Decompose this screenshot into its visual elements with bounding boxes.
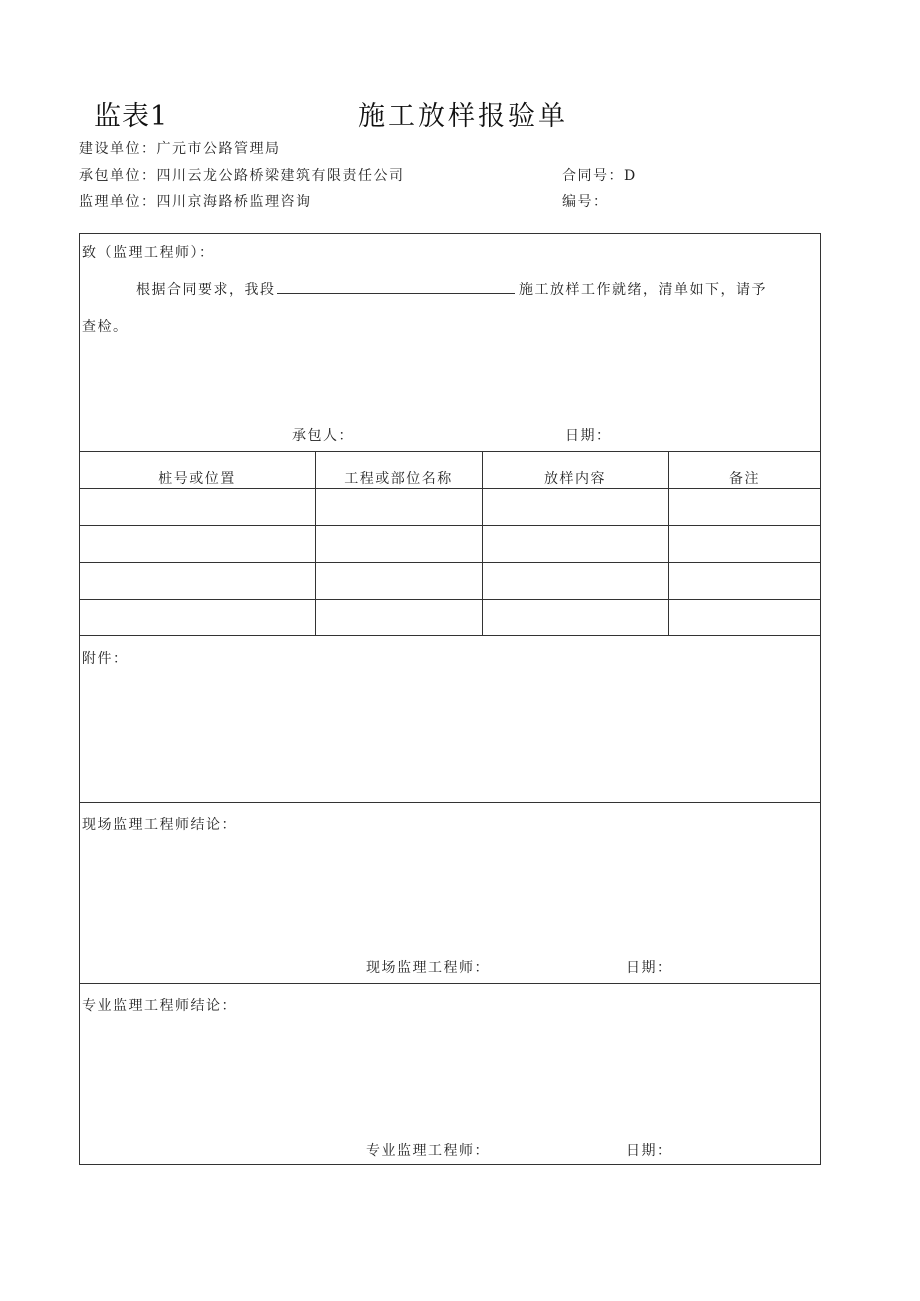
site-conclusion-label: 现场监理工程师结论： bbox=[82, 817, 237, 833]
attachment-label: 附件： bbox=[82, 651, 129, 667]
specialist-conclusion-label: 专业监理工程师结论： bbox=[82, 998, 237, 1014]
contract-no-label: 合同号： bbox=[562, 168, 624, 184]
table-header-work-name: 工程或部位名称 bbox=[344, 471, 453, 487]
supervisor-line bbox=[79, 191, 312, 211]
form-frame bbox=[79, 233, 821, 1165]
supervisor-value: 四川京海路桥监理咨询 bbox=[156, 194, 312, 210]
contractor-label: 承包单位： bbox=[79, 168, 157, 184]
divider-attachment bbox=[79, 802, 821, 803]
serial-label: 编号： bbox=[562, 194, 609, 210]
table-row[interactable] bbox=[79, 600, 821, 635]
divider-site-conclusion bbox=[79, 983, 821, 984]
table-row[interactable] bbox=[79, 526, 821, 562]
request-body-before: 根据合同要求，我段 bbox=[136, 282, 276, 298]
table-header-remarks: 备注 bbox=[729, 471, 760, 487]
addressee: 致（监理工程师）： bbox=[82, 245, 215, 261]
specialist-date-label: 日期： bbox=[626, 1143, 673, 1159]
contractor-value: 四川云龙公路桥梁建筑有限责任公司 bbox=[156, 168, 405, 184]
table-header-content: 放样内容 bbox=[544, 471, 606, 487]
supervisor-label: 监理单位： bbox=[79, 194, 157, 210]
contract-no-line bbox=[562, 165, 637, 185]
request-body-after: 施工放样工作就绪，清单如下，请予 bbox=[519, 282, 767, 298]
contractor-line bbox=[79, 165, 405, 185]
request-body-end: 查检。 bbox=[82, 319, 129, 335]
form-number: 监表1 bbox=[94, 101, 169, 132]
table-header-location: 桩号或位置 bbox=[158, 471, 236, 487]
owner-line bbox=[79, 138, 281, 158]
owner-value: 广元市公路管理局 bbox=[156, 141, 281, 157]
site-date-label: 日期： bbox=[626, 960, 673, 976]
site-engineer-sign-label: 现场监理工程师： bbox=[366, 960, 490, 976]
specialist-engineer-sign-label: 专业监理工程师： bbox=[366, 1143, 490, 1159]
divider-request bbox=[79, 451, 821, 452]
table-row[interactable] bbox=[79, 563, 821, 599]
table-row[interactable] bbox=[79, 489, 821, 525]
table-body bbox=[79, 489, 821, 635]
page-title: 施工放样报验单 bbox=[358, 101, 568, 132]
owner-label: 建设单位： bbox=[79, 141, 157, 157]
contractor-sign-label: 承包人： bbox=[292, 428, 354, 444]
divider-table-end bbox=[79, 635, 821, 636]
section-blank-line[interactable] bbox=[277, 293, 515, 294]
contract-no-value: D bbox=[624, 168, 637, 184]
request-date-label: 日期： bbox=[565, 428, 612, 444]
